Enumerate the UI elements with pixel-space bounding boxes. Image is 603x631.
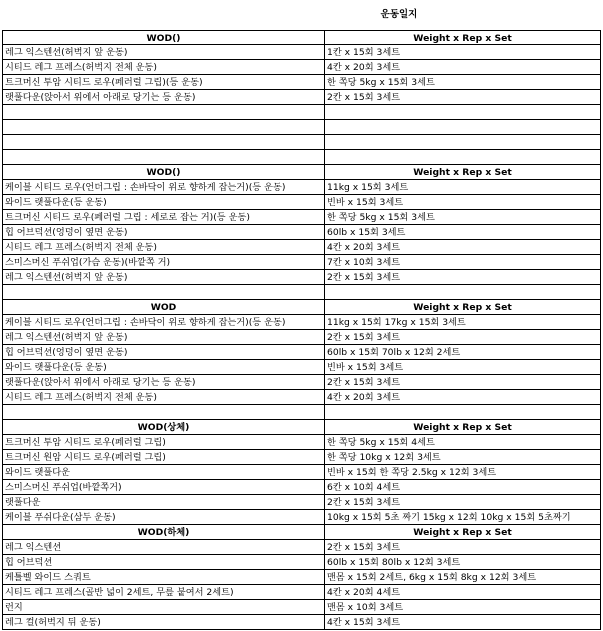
exercise-cell[interactable] xyxy=(2,150,325,165)
exercise-cell[interactable]: 레그 익스텐션(허벅지 앞 운동) xyxy=(2,45,325,60)
exercise-cell[interactable]: 케틀벨 와이드 스쿼트 xyxy=(2,570,325,585)
exercise-cell[interactable] xyxy=(2,285,325,300)
exercise-cell[interactable]: 레그 컬(허벅지 뒤 운동) xyxy=(2,615,325,630)
exercise-cell[interactable]: 트크머신 원암 시티드 로우(페러럴 그립) xyxy=(2,450,325,465)
exercise-cell[interactable] xyxy=(2,135,325,150)
page-title: 운동일지 xyxy=(380,9,418,20)
weight-rep-set-cell[interactable]: 빈바 x 15회 한 쪽당 2.5kg x 12회 3세트 xyxy=(325,465,601,480)
exercise-cell[interactable]: 케이블 시티드 로우(언더그립 : 손바닥이 위로 향하게 잡는거)(등 운동) xyxy=(2,315,325,330)
table-row xyxy=(0,405,603,420)
exercise-cell[interactable] xyxy=(2,405,325,420)
exercise-cell[interactable]: 트크머신 투암 시티드 로우(페러럴 그립) xyxy=(2,435,325,450)
exercise-cell[interactable] xyxy=(2,105,325,120)
table-row xyxy=(0,135,603,150)
section-header-row xyxy=(0,165,603,180)
weight-rep-set-cell[interactable]: 2칸 x 15회 3세트 xyxy=(325,495,601,510)
table-row xyxy=(0,465,603,480)
table-row xyxy=(0,450,603,465)
exercise-cell[interactable]: 와이드 랫풀다운(등 운동) xyxy=(2,195,325,210)
exercise-cell[interactable]: 스미스머신 푸쉬업(가슴 운동)(바깥쪽 거) xyxy=(2,255,325,270)
weight-rep-set-cell[interactable]: 60lb x 15회 80lb x 12회 3세트 xyxy=(325,555,601,570)
weight-rep-set-cell[interactable]: 60lb x 15회 70lb x 12회 2세트 xyxy=(325,345,601,360)
table-row xyxy=(0,315,603,330)
weight-rep-set-cell[interactable]: 2칸 x 15회 3세트 xyxy=(325,540,601,555)
table-row xyxy=(0,240,603,255)
table-row xyxy=(0,585,603,600)
table-row xyxy=(0,570,603,585)
table-row xyxy=(0,60,603,75)
weight-rep-set-cell[interactable] xyxy=(325,285,601,300)
table-row xyxy=(0,255,603,270)
section-header-row xyxy=(0,420,603,435)
weight-rep-set-cell[interactable]: 2칸 x 15회 3세트 xyxy=(325,90,601,105)
section-header-wod: WOD() xyxy=(2,30,325,45)
weight-rep-set-cell[interactable] xyxy=(325,105,601,120)
table-row xyxy=(0,615,603,630)
table-row xyxy=(0,210,603,225)
table-row xyxy=(0,600,603,615)
section-header-wod: WOD(상체) xyxy=(2,420,325,435)
table-row xyxy=(0,105,603,120)
title-row xyxy=(0,0,603,30)
exercise-cell[interactable]: 랫풀다운 xyxy=(2,495,325,510)
weight-rep-set-cell[interactable] xyxy=(325,120,601,135)
exercise-cell[interactable]: 스미스머신 푸쉬업(바깥쪽거) xyxy=(2,480,325,495)
weight-rep-set-cell[interactable]: 60lb x 15회 3세트 xyxy=(325,225,601,240)
exercise-cell[interactable]: 와이드 랫풀다운(등 운동) xyxy=(2,360,325,375)
section-4 xyxy=(0,420,603,525)
exercise-cell[interactable]: 레그 익스텐션(허벅지 앞 운동) xyxy=(2,270,325,285)
exercise-cell[interactable]: 와이드 랫풀다운 xyxy=(2,465,325,480)
weight-rep-set-cell[interactable]: 10kg x 15회 5초 짜기 15kg x 12회 10kg x 15회 5초짜기 xyxy=(325,510,601,525)
section-2 xyxy=(0,165,603,300)
exercise-cell[interactable]: 트크머신 투암 시티드 로우(페러럴 그립)(등 운동) xyxy=(2,75,325,90)
section-1 xyxy=(0,30,603,165)
table-row xyxy=(0,510,603,525)
section-header-row xyxy=(0,300,603,315)
section-header-weight-rep-set: Weight x Rep x Set xyxy=(325,420,601,435)
table-row xyxy=(0,495,603,510)
exercise-cell[interactable]: 런지 xyxy=(2,600,325,615)
weight-rep-set-cell[interactable]: 6칸 x 10회 4세트 xyxy=(325,480,601,495)
weight-rep-set-cell[interactable]: 한 쪽당 5kg x 15회 3세트 xyxy=(325,210,601,225)
exercise-cell[interactable]: 힙 어브덕션 xyxy=(2,555,325,570)
section-header-wod: WOD() xyxy=(2,165,325,180)
weight-rep-set-cell[interactable]: 한 쪽당 5kg x 15회 3세트 xyxy=(325,75,601,90)
weight-rep-set-cell[interactable]: 1칸 x 15회 3세트 xyxy=(325,45,601,60)
weight-rep-set-cell[interactable]: 한 쪽당 5kg x 15회 4세트 xyxy=(325,435,601,450)
exercise-cell[interactable]: 레그 익스텐션 xyxy=(2,540,325,555)
section-5 xyxy=(0,525,603,630)
weight-rep-set-cell[interactable]: 4칸 x 20회 4세트 xyxy=(325,585,601,600)
weight-rep-set-cell[interactable]: 4칸 x 20회 3세트 xyxy=(325,390,601,405)
exercise-cell[interactable]: 랫풀다운(앉아서 위에서 아래로 당기는 등 운동) xyxy=(2,90,325,105)
table-row xyxy=(0,195,603,210)
weight-rep-set-cell[interactable]: 한 쪽당 10kg x 12회 3세트 xyxy=(325,450,601,465)
table-row xyxy=(0,360,603,375)
weight-rep-set-cell[interactable]: 2칸 x 15회 3세트 xyxy=(325,330,601,345)
exercise-cell[interactable]: 시티드 레그 프레스(골반 넓이 2세트, 무릎 붙여서 2세트) xyxy=(2,585,325,600)
weight-rep-set-cell[interactable]: 4칸 x 20회 3세트 xyxy=(325,240,601,255)
table-row xyxy=(0,225,603,240)
weight-rep-set-cell[interactable]: 7칸 x 10회 3세트 xyxy=(325,255,601,270)
table-row xyxy=(0,75,603,90)
table-row xyxy=(0,120,603,135)
table-row xyxy=(0,270,603,285)
exercise-cell[interactable]: 시티드 레그 프레스(허벅지 전체 운동) xyxy=(2,60,325,75)
section-header-weight-rep-set: Weight x Rep x Set xyxy=(325,30,601,45)
exercise-cell[interactable]: 케이블 푸쉬다운(삼두 운동) xyxy=(2,510,325,525)
table-row xyxy=(0,480,603,495)
table-row xyxy=(0,150,603,165)
weight-rep-set-cell[interactable] xyxy=(325,405,601,420)
exercise-cell[interactable]: 랫풀다운(앉아서 위에서 아래로 당기는 등 운동) xyxy=(2,375,325,390)
weight-rep-set-cell[interactable]: 4칸 x 15회 3세트 xyxy=(325,615,601,630)
weight-rep-set-cell[interactable] xyxy=(325,135,601,150)
table-row xyxy=(0,285,603,300)
weight-rep-set-cell[interactable]: 4칸 x 20회 3세트 xyxy=(325,60,601,75)
weight-rep-set-cell[interactable]: 11kg x 15회 17kg x 15회 3세트 xyxy=(325,315,601,330)
exercise-cell[interactable]: 힙 어브덕션(엉덩이 옆면 운동) xyxy=(2,345,325,360)
weight-rep-set-cell[interactable]: 2칸 x 15회 3세트 xyxy=(325,270,601,285)
table-row xyxy=(0,45,603,60)
weight-rep-set-cell[interactable]: 2칸 x 15회 3세트 xyxy=(325,375,601,390)
exercise-cell[interactable]: 트크머신 시티드 로우(페러럴 그립 : 세로로 잡는 거)(등 운동) xyxy=(2,210,325,225)
weight-rep-set-cell[interactable]: 빈바 x 15회 3세트 xyxy=(325,360,601,375)
section-header-weight-rep-set: Weight x Rep x Set xyxy=(325,525,601,540)
section-header-wod: WOD(하체) xyxy=(2,525,325,540)
table-row xyxy=(0,90,603,105)
exercise-cell[interactable]: 힙 어브덕션(엉덩이 옆면 운동) xyxy=(2,225,325,240)
exercise-cell[interactable] xyxy=(2,120,325,135)
weight-rep-set-cell[interactable]: 빈바 x 15회 3세트 xyxy=(325,195,601,210)
section-header-row xyxy=(0,30,603,45)
section-3 xyxy=(0,300,603,420)
table-row xyxy=(0,180,603,195)
table-row xyxy=(0,555,603,570)
table-row xyxy=(0,345,603,360)
exercise-cell[interactable]: 케이블 시티드 로우(언더그립 : 손바닥이 위로 향하게 잡는거)(등 운동) xyxy=(2,180,325,195)
table-row xyxy=(0,330,603,345)
exercise-cell[interactable]: 레그 익스텐션(허벅지 앞 운동) xyxy=(2,330,325,345)
section-header-weight-rep-set: Weight x Rep x Set xyxy=(325,165,601,180)
weight-rep-set-cell[interactable]: 맨몸 x 15회 2세트, 6kg x 15회 8kg x 12회 3세트 xyxy=(325,570,601,585)
exercise-cell[interactable]: 시티드 레그 프레스(허벅지 전체 운동) xyxy=(2,240,325,255)
table-row xyxy=(0,435,603,450)
table-row xyxy=(0,540,603,555)
table-row xyxy=(0,390,603,405)
weight-rep-set-cell[interactable]: 11kg x 15회 3세트 xyxy=(325,180,601,195)
weight-rep-set-cell[interactable] xyxy=(325,150,601,165)
exercise-cell[interactable]: 시티드 레그 프레스(허벅지 전체 운동) xyxy=(2,390,325,405)
section-header-weight-rep-set: Weight x Rep x Set xyxy=(325,300,601,315)
section-header-row xyxy=(0,525,603,540)
table-row xyxy=(0,375,603,390)
section-header-wod: WOD xyxy=(2,300,325,315)
weight-rep-set-cell[interactable]: 맨몸 x 10회 3세트 xyxy=(325,600,601,615)
